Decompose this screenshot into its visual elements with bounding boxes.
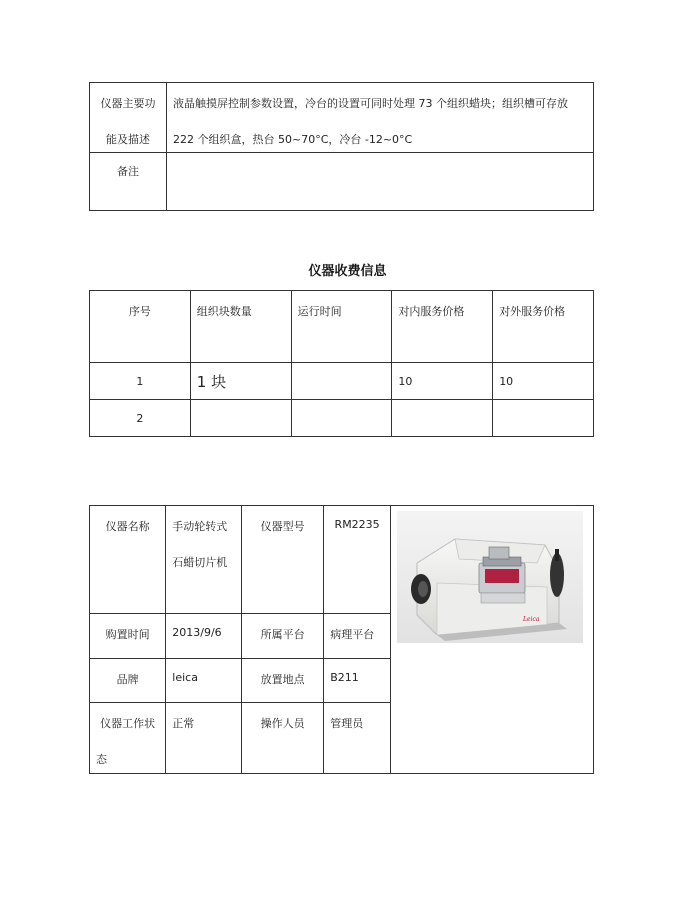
model-value-cell: [324, 506, 391, 614]
microtome-photo: [397, 511, 583, 643]
fee-header-cell: [493, 291, 594, 363]
features-label-cell: [90, 83, 167, 153]
features-text-cell: [167, 83, 594, 153]
location-value: B211: [330, 671, 359, 684]
table-cell: [291, 400, 392, 437]
features-text-line1: 液晶触摸屏控制参数设置，冷台的设置可同时处理 73 个组织蜡块；组织槽可存放: [173, 97, 568, 110]
features-label-line2: 能及描述: [106, 133, 150, 146]
name-value-line2: 石蜡切片机: [172, 556, 228, 569]
fee-header-runtime: 运行时间: [297, 305, 342, 318]
instrument-table: [89, 505, 594, 774]
row-number: 2: [136, 412, 144, 425]
location-value-cell: [324, 659, 391, 703]
model-value: RM2235: [334, 518, 380, 531]
table-cell: [90, 400, 191, 437]
name-label: 仪器名称: [105, 520, 150, 533]
model-label: 仪器型号: [260, 520, 305, 533]
remarks-value-cell: [167, 153, 594, 211]
brand-value-cell: [166, 659, 242, 703]
instrument-photo-cell: [391, 506, 594, 774]
internal-price-value: 10: [398, 375, 413, 388]
fee-header-cell: [90, 291, 191, 363]
fee-header-cell: [392, 291, 493, 363]
status-label-line1: 仪器工作状: [100, 717, 156, 730]
status-label-line2: 态: [96, 753, 107, 766]
table-cell: [493, 400, 594, 437]
operator-label-cell: [242, 703, 324, 774]
table-cell: [190, 363, 291, 400]
table-cell: [90, 363, 191, 400]
purchase-value: 2013/9/6: [172, 626, 222, 639]
operator-value-cell: [324, 703, 391, 774]
fee-header-row: [90, 291, 594, 363]
features-label-line1: 仪器主要功: [100, 97, 156, 110]
fee-header-quantity: 组织块数量: [196, 305, 252, 318]
platform-value: 病理平台: [330, 628, 375, 641]
remarks-row: [90, 153, 594, 211]
brand-label-cell: [90, 659, 166, 703]
platform-label-cell: [242, 614, 324, 659]
purchase-value-cell: [166, 614, 242, 659]
features-text-line2: 222 个组织盒，热台 50~70°C，冷台 -12~0°C: [173, 133, 413, 146]
purchase-label: 购置时间: [105, 628, 150, 641]
table-cell: [392, 363, 493, 400]
table-row: [90, 400, 594, 437]
brand-value: leica: [172, 671, 198, 684]
quantity-value: 1 块: [196, 373, 227, 391]
name-value-cell: [166, 506, 242, 614]
row-number: 1: [136, 375, 144, 388]
fee-header-cell: [291, 291, 392, 363]
table-cell: [291, 363, 392, 400]
photo-brand-mark: Leica: [523, 616, 540, 623]
operator-label: 操作人员: [260, 717, 305, 730]
location-label-cell: [242, 659, 324, 703]
table-row: [90, 363, 594, 400]
remarks-label: 备注: [117, 165, 139, 178]
model-label-cell: [242, 506, 324, 614]
name-value-line1: 手动轮转式: [172, 520, 228, 533]
platform-value-cell: [324, 614, 391, 659]
table-cell: [493, 363, 594, 400]
platform-label: 所属平台: [260, 628, 305, 641]
fee-header-no: 序号: [128, 305, 151, 318]
fee-header-cell: [190, 291, 291, 363]
fee-header-external-price: 对外服务价格: [499, 305, 566, 318]
fee-table: [89, 290, 594, 437]
status-value: 正常: [172, 717, 195, 730]
purchase-label-cell: [90, 614, 166, 659]
fee-section-title: 仪器收费信息: [308, 264, 387, 279]
brand-label: 品牌: [116, 673, 139, 686]
table-cell: [190, 400, 291, 437]
features-row: [90, 83, 594, 153]
location-label: 放置地点: [260, 673, 305, 686]
features-table: [89, 82, 594, 211]
status-label-cell: [90, 703, 166, 774]
remarks-label-cell: [90, 153, 167, 211]
instrument-row: [90, 506, 594, 614]
name-label-cell: [90, 506, 166, 614]
external-price-value: 10: [499, 375, 514, 388]
operator-value: 管理员: [330, 717, 364, 730]
table-cell: [392, 400, 493, 437]
fee-header-internal-price: 对内服务价格: [398, 305, 465, 318]
status-value-cell: [166, 703, 242, 774]
